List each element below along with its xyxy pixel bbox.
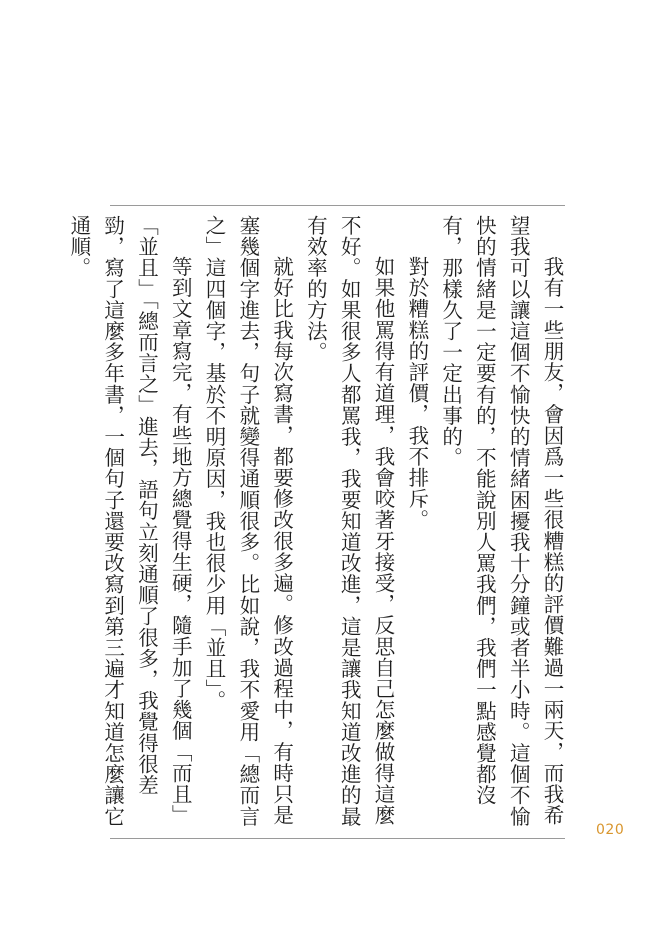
- top-rule: [110, 205, 565, 206]
- body-text: [66, 215, 568, 830]
- bottom-rule: [110, 838, 565, 839]
- paragraph-4: 就好比我每次寫書，都要修改很多遍。修改過程中，有時只是塞幾個字進去，句子就變得通順很多。比如說，我不愛用「總而言之」這四個字，基於不明原因，我也很少用「並且」。: [202, 215, 294, 827]
- page-number: 020: [596, 822, 625, 838]
- paragraph-3: 如果他罵得有道理，我會咬著牙接受，反思自己怎麼做得這麼不好。如果很多人都罵我，我要知道改進，這是讓我知道改進的最有效率的方法。: [303, 215, 396, 827]
- paragraph-2: 對於糟糕的評價，我不排斥。: [404, 256, 429, 531]
- paragraph-1: 我有一些朋友，會因爲一些很糟糕的評價難過一兩天，而我希望我可以讓這個不愉快的情緒困擾我十分鐘或者半小時。這個不愉快的情緒是一定要有的，不能說別人罵我們，我們一點感覺都沒有，那樣久了一定出事的。: [438, 215, 564, 827]
- paragraph-5: 等到文章寫完，有些地方總覺得生硬，隨手加了幾個「而且」「並且」「總而言之」進去，語句立刻通順了很多，我覺得很差勁，寫了這麼多年書，一個句子還要改寫到第三遍才知道怎麼讓它通順。: [66, 215, 193, 827]
